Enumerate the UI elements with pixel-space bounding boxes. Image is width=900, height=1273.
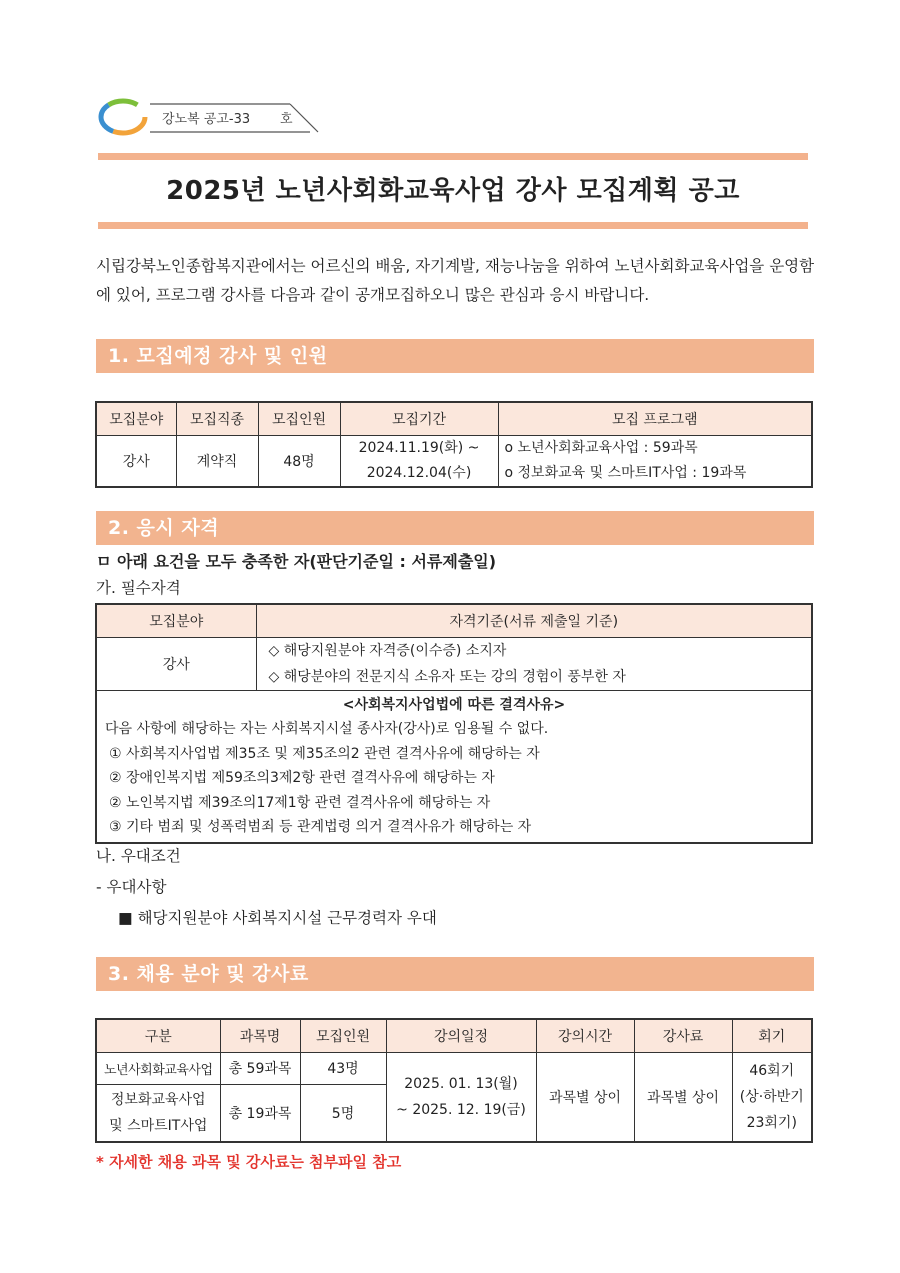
col-header: 모집분야: [96, 402, 176, 435]
table-header-row: [96, 1019, 812, 1052]
cell-category: 노년사회화교육사업: [96, 1052, 220, 1084]
disqualification-title: <사회복지사업법에 따른 결격사유>: [342, 696, 566, 713]
fee-table: [95, 1018, 813, 1143]
table-header-row: [96, 402, 812, 435]
schedule-end: ~ 2025. 12. 19(금): [396, 1101, 526, 1118]
sessions-line: 23회기): [746, 1114, 797, 1131]
cell-fee: 과목별 상이: [634, 1052, 732, 1142]
cell-count: 43명: [300, 1052, 386, 1084]
program-item: o 정보화교육 및 스마트IT사업 : 19과목: [504, 464, 747, 481]
period-start: 2024.11.19(화) ~: [358, 439, 480, 456]
cell-count: 48명: [258, 435, 340, 487]
col-header: 모집 프로그램: [498, 402, 812, 435]
document-number-box: [150, 103, 320, 133]
col-header: 모집인원: [300, 1019, 386, 1052]
document-number-suffix: 호: [280, 112, 293, 127]
col-header: 모집인원: [258, 402, 340, 435]
criteria-item: ◇ 해당분야의 전문지식 소유자 또는 강의 경험이 풍부한 자: [268, 668, 626, 685]
disqualification-intro: 다음 사항에 해당하는 자는 사회복지시설 종사자(강사)로 임용될 수 없다.: [105, 721, 549, 737]
cell-subjects: 총 59과목: [220, 1052, 300, 1084]
disqualification-cell: [96, 690, 812, 843]
table-row: [96, 435, 812, 487]
table-header-row: [96, 604, 812, 637]
col-header: 강의시간: [536, 1019, 634, 1052]
col-header: 모집직종: [176, 402, 258, 435]
program-item: o 노년사회화교육사업 : 59과목: [504, 439, 698, 456]
cell-programs: [498, 435, 812, 487]
sessions-line: 46회기: [749, 1062, 795, 1079]
col-header: 회기: [732, 1019, 812, 1052]
schedule-start: 2025. 01. 13(월): [404, 1075, 518, 1092]
preference-item: ■ 해당지원분야 사회복지시설 근무경력자 우대: [118, 909, 437, 927]
col-header: 모집분야: [96, 604, 256, 637]
must-qualification-label: 가. 필수자격: [96, 579, 181, 597]
cell-time: 과목별 상이: [536, 1052, 634, 1142]
cell-subjects: 총 19과목: [220, 1084, 300, 1142]
sessions-line: (상·하반기: [739, 1088, 804, 1105]
document-number: 강노복 공고-33: [162, 112, 251, 127]
section-2-heading: 2. 응시 자격: [96, 511, 814, 545]
title-top-bar: [98, 153, 808, 160]
attachment-note: * 자세한 채용 과목 및 강사료는 첨부파일 참고: [96, 1153, 402, 1171]
preference-label: 나. 우대조건: [96, 847, 181, 865]
col-header: 과목명: [220, 1019, 300, 1052]
requirement-statement: ㅁ 아래 요건을 모두 충족한 자(판단기준일 : 서류제출일): [96, 552, 497, 571]
criteria-item: ◇ 해당지원분야 자격증(이수증) 소지자: [268, 642, 507, 659]
title-bottom-bar: [98, 222, 808, 229]
page-title: 2025년 노년사회화교육사업 강사 모집계획 공고: [166, 176, 740, 206]
col-header: 자격기준(서류 제출일 기준): [256, 604, 812, 637]
col-header: 모집기간: [340, 402, 498, 435]
section-3-heading: 3. 채용 분야 및 강사료: [96, 957, 814, 991]
disqualification-item: ③ 기타 범죄 및 성폭력범죄 등 관계법령 의거 결격사유가 해당하는 자: [109, 819, 532, 835]
cell-schedule: [386, 1052, 536, 1142]
cell-count: 5명: [300, 1084, 386, 1142]
category-line: 및 스마트IT사업: [109, 1117, 208, 1134]
intro-paragraph: 시립강북노인종합복지관에서는 어르신의 배움, 자기계발, 재능나눔을 위하여 노년사회화교육사업을 운영함에 있어, 프로그램 강사를 다음과 같이 공개모집하오니 많은 관심과 응시 바랍니다.: [96, 257, 815, 304]
recruitment-table: [95, 401, 813, 488]
cell-field: 강사: [96, 637, 256, 690]
organization-logo: [98, 97, 148, 137]
cell-field: 강사: [96, 435, 176, 487]
cell-category: [96, 1084, 220, 1142]
col-header: 강사료: [634, 1019, 732, 1052]
period-end: 2024.12.04(수): [366, 464, 472, 481]
cell-period: [340, 435, 498, 487]
qualification-table: [95, 603, 813, 844]
disqualification-item: ① 사회복지사업법 제35조 및 제35조의2 관련 결격사유에 해당하는 자: [109, 745, 540, 762]
preference-sub-label: - 우대사항: [96, 878, 167, 896]
disqualification-item: ② 노인복지법 제39조의17제1항 관련 결격사유에 해당하는 자: [109, 794, 491, 811]
disqualification-item: ② 장애인복지법 제59조의3제2항 관련 결격사유에 해당하는 자: [109, 770, 495, 786]
cell-criteria: [256, 637, 812, 690]
table-row: [96, 690, 812, 843]
table-row: [96, 1052, 812, 1084]
cell-sessions: [732, 1052, 812, 1142]
col-header: 구분: [96, 1019, 220, 1052]
table-row: [96, 637, 812, 690]
section-1-heading: 1. 모집예정 강사 및 인원: [96, 339, 814, 373]
cell-type: 계약직: [176, 435, 258, 487]
category-line: 정보화교육사업: [110, 1091, 206, 1108]
col-header: 강의일정: [386, 1019, 536, 1052]
